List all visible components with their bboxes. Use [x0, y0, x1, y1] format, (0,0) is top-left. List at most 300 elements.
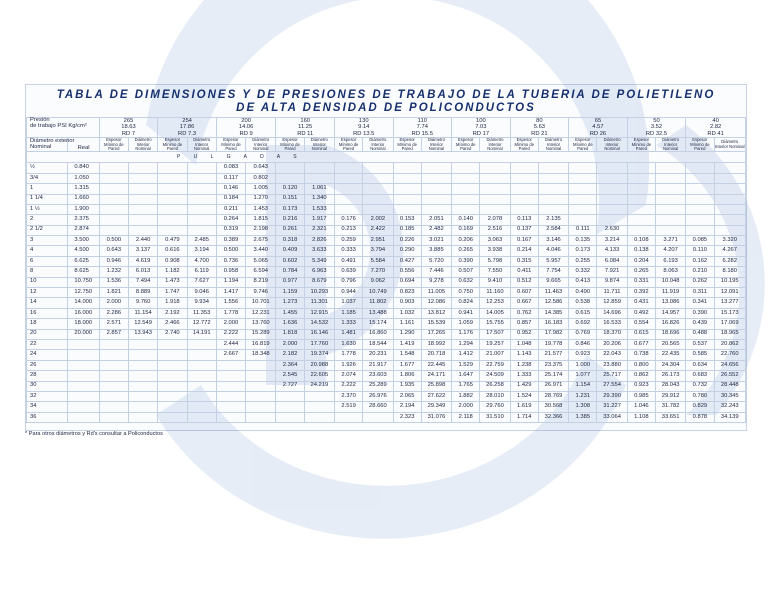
dimension-cell: 1.000 [569, 360, 597, 370]
dimension-cell: 0.602 [276, 256, 304, 266]
dimension-cell: 2.194 [393, 402, 421, 412]
dimension-cell: 0.683 [686, 371, 714, 381]
pressure-group-header [99, 118, 158, 138]
dimension-cell [128, 225, 157, 235]
dimension-cell: 2.364 [276, 360, 304, 370]
dimension-cell: 2.078 [480, 215, 510, 225]
espesor-subheader: Espesor Mínimo de Pared [569, 138, 597, 152]
dimension-cell: 0.903 [393, 298, 421, 308]
group-kgcm2: 7.03 [475, 124, 487, 131]
dimension-cell: 2.482 [421, 225, 451, 235]
dimension-cell [276, 412, 304, 422]
dimension-cell [538, 163, 568, 173]
dimension-cell: 10.749 [363, 288, 393, 298]
group-kgcm2: 17.86 [179, 124, 195, 131]
real-diameter-cell [68, 371, 99, 381]
dimension-cell [480, 184, 510, 194]
dimension-cell: 12.549 [128, 319, 157, 329]
dimension-cell: 8.180 [714, 267, 745, 277]
dimension-cell: 1.818 [276, 329, 304, 339]
dimension-cell [452, 184, 480, 194]
dimension-cell: 21.577 [538, 350, 568, 360]
dimension-cell [538, 194, 568, 204]
dimension-cell: 0.829 [686, 402, 714, 412]
dimension-cell: 1.037 [334, 298, 362, 308]
dimension-cell: 0.331 [627, 277, 655, 287]
dimension-cell: 2.000 [452, 402, 480, 412]
dimension-cell [363, 204, 393, 214]
dimension-cell: 1.882 [452, 391, 480, 401]
dimension-cell: 3.885 [421, 246, 451, 256]
dimension-cell [276, 163, 304, 173]
dimension-cell: 2.002 [363, 215, 393, 225]
dimension-cell [421, 194, 451, 204]
dimension-table-sheet [25, 84, 747, 431]
dimension-cell [363, 163, 393, 173]
dimension-cell: 0.226 [393, 236, 421, 246]
dimension-cell [128, 412, 157, 422]
dimension-cell [421, 173, 451, 183]
dimension-cell: 27.554 [597, 381, 627, 391]
diametro-interior-subheader: Diámetro Interior Nominal [363, 138, 393, 152]
dimension-cell [334, 163, 362, 173]
dimension-cell [569, 184, 597, 194]
dimension-cell: 0.333 [334, 246, 362, 256]
dimension-cell [597, 163, 627, 173]
dimension-cell: 2.286 [99, 308, 128, 318]
dimension-cell [655, 225, 685, 235]
dimension-cell: 33.064 [597, 412, 627, 422]
group-kgcm2: 18.63 [121, 124, 136, 131]
header-sub-row [27, 138, 746, 152]
dimension-cell [480, 163, 510, 173]
dimension-cell: 2.667 [216, 350, 245, 360]
dimension-cell: 18.992 [421, 339, 451, 349]
dimension-cell [246, 402, 276, 412]
dimension-cell: 2.118 [452, 412, 480, 422]
group-rd: RD 21 [531, 130, 548, 137]
dimension-cell [655, 215, 685, 225]
dimension-cell: 12.859 [597, 298, 627, 308]
table-row [27, 173, 746, 183]
group-psi: 50 [653, 118, 660, 124]
dimension-cell [128, 173, 157, 183]
dimension-cell: 1.143 [510, 350, 538, 360]
dimension-cell [714, 173, 745, 183]
nominal-size-cell: 14 [27, 298, 68, 308]
dimension-cell: 26.258 [480, 381, 510, 391]
dimension-cell: 9.934 [187, 298, 216, 308]
diametro-nominal-cell [27, 137, 75, 152]
dimension-cell: 0.153 [393, 215, 421, 225]
dimension-cell: 0.265 [452, 246, 480, 256]
dimension-cell [452, 204, 480, 214]
real-diameter-cell [68, 402, 99, 412]
real-label: Real [77, 144, 90, 151]
dimension-cell: 0.500 [216, 246, 245, 256]
dimension-cell: 0.137 [510, 225, 538, 235]
dimension-cell: 0.211 [216, 204, 245, 214]
dimension-cell [686, 173, 714, 183]
dimension-cell: 16.819 [246, 339, 276, 349]
pressure-group-header [686, 118, 746, 138]
dimension-cell [216, 402, 245, 412]
dimension-cell: 20.206 [597, 339, 627, 349]
dimension-cell: 28.043 [655, 381, 685, 391]
dimension-cell [187, 391, 216, 401]
dimension-cell: 10.195 [714, 277, 745, 287]
dimension-cell [246, 391, 276, 401]
dimension-cell [128, 360, 157, 370]
nominal-size-cell: 18 [27, 319, 68, 329]
pressure-group-header [569, 118, 628, 138]
dimension-cell: 17.069 [714, 319, 745, 329]
dimension-cell [304, 412, 334, 422]
dimension-cell: 3.021 [421, 236, 451, 246]
dimension-cell: 0.615 [627, 329, 655, 339]
dimension-cell [714, 204, 745, 214]
dimension-cell: 0.857 [510, 319, 538, 329]
dimension-cell: 1.765 [452, 381, 480, 391]
dimension-cell: 0.492 [627, 308, 655, 318]
diametro-interior-subheader: Diámetro Interior Nominal [128, 138, 157, 152]
dimension-cell [158, 215, 187, 225]
dimension-cell: 10.701 [246, 298, 276, 308]
dimension-cell: 29.390 [597, 391, 627, 401]
dimension-cell: 7.550 [480, 267, 510, 277]
dimension-cell [246, 371, 276, 381]
dimension-cell: 24.509 [480, 371, 510, 381]
diametro-exterior-label: Diámetro exterior [30, 137, 75, 144]
group-kgcm2: 2.82 [709, 124, 722, 131]
dimension-cell: 0.615 [569, 308, 597, 318]
dimension-cell: 2.135 [538, 215, 568, 225]
dimension-cell: 1.385 [569, 412, 597, 422]
dimension-cell: 2.065 [393, 391, 421, 401]
dimension-cell: 0.110 [686, 246, 714, 256]
dimension-cell [187, 194, 216, 204]
dimension-cell: 18.544 [363, 339, 393, 349]
diametro-interior-subheader: Diámetro Interior Nominal [480, 138, 510, 152]
nominal-size-cell: 2 1/2 [27, 225, 68, 235]
dimension-cell: 3.633 [304, 246, 334, 256]
dimension-cell: 9.760 [128, 298, 157, 308]
dimension-cell [597, 194, 627, 204]
table-row [27, 256, 746, 266]
dimension-cell [538, 204, 568, 214]
dimension-cell [128, 402, 157, 412]
nominal-size-cell: 4 [27, 246, 68, 256]
dimension-cell: 16.146 [304, 329, 334, 339]
dimension-cell: 28.660 [363, 402, 393, 412]
dimension-cell [655, 184, 685, 194]
dimension-cell: 0.261 [276, 225, 304, 235]
dimension-cell: 0.616 [158, 246, 187, 256]
dimension-cell: 13.086 [655, 298, 685, 308]
dimension-cell: 17.760 [304, 339, 334, 349]
dimension-cell: 0.491 [334, 256, 362, 266]
pressure-group-header [393, 118, 452, 138]
dimension-cell: 7.754 [538, 267, 568, 277]
group-rd: RD 9 [239, 130, 253, 137]
real-diameter-cell: 1.315 [68, 184, 99, 194]
dimension-cell: 1.232 [99, 267, 128, 277]
dimension-cell: 1.176 [452, 329, 480, 339]
dimension-cell: 15.174 [363, 319, 393, 329]
dimension-cell: 1.630 [334, 339, 362, 349]
dimension-cell: 1.412 [452, 350, 480, 360]
espesor-subheader: Espesor Mínimo de Pared [216, 138, 245, 152]
dimension-cell: 0.538 [569, 298, 597, 308]
dimension-cell [452, 163, 480, 173]
table-row [27, 329, 746, 339]
dimension-cell: 18.370 [597, 329, 627, 339]
group-psi: 130 [358, 118, 369, 124]
dimension-cell: 15.755 [480, 319, 510, 329]
dimension-cell: 1.481 [334, 329, 362, 339]
dimension-cell: 0.264 [216, 215, 245, 225]
group-psi: 110 [417, 118, 427, 124]
dimension-cell: 0.643 [99, 246, 128, 256]
dimension-cell: 14.191 [187, 329, 216, 339]
nominal-label: Nominal [30, 143, 52, 150]
dimension-cell [99, 350, 128, 360]
dimension-cell: 32.243 [714, 402, 745, 412]
dimension-cell: 9.874 [597, 277, 627, 287]
dimension-cell: 0.315 [510, 256, 538, 266]
dimension-cell: 5.957 [538, 256, 568, 266]
nominal-size-cell: 20 [27, 329, 68, 339]
dimension-cell [246, 381, 276, 391]
dimension-cell: 20.988 [304, 360, 334, 370]
dimension-cell: 0.185 [393, 225, 421, 235]
dimension-cell: 2.222 [216, 329, 245, 339]
dimension-cell: 2.675 [246, 236, 276, 246]
pressure-label-cell [27, 118, 100, 138]
real-diameter-cell [68, 381, 99, 391]
dimension-cell [128, 204, 157, 214]
dimension-cell: 3.194 [187, 246, 216, 256]
dimension-cell [128, 339, 157, 349]
dimension-cell: 1.194 [216, 277, 245, 287]
dimension-cell: 7.446 [421, 267, 451, 277]
dimension-cell: 0.780 [686, 391, 714, 401]
dimension-cell: 0.173 [569, 246, 597, 256]
dimension-cell: 0.488 [686, 329, 714, 339]
dimension-cell [363, 194, 393, 204]
dimension-cell: 24.171 [421, 371, 451, 381]
dimension-cell [158, 371, 187, 381]
table-row [27, 277, 746, 287]
group-psi: 160 [300, 118, 311, 124]
dimension-cell: 13.943 [128, 329, 157, 339]
nominal-size-cell: 8 [27, 267, 68, 277]
dimension-cell: 0.167 [510, 236, 538, 246]
dimension-cell: 5.720 [421, 256, 451, 266]
dimension-cell [421, 204, 451, 214]
dimension-cell: 23.375 [538, 360, 568, 370]
dimension-cell [128, 350, 157, 360]
table-row [27, 412, 746, 422]
nominal-size-cell: 6 [27, 256, 68, 266]
dimension-cell: 13.812 [421, 308, 451, 318]
dimension-cell [393, 184, 421, 194]
dimension-cell: 16.533 [597, 319, 627, 329]
dimension-cell: 9.665 [538, 277, 568, 287]
dimension-cell: 23.880 [597, 360, 627, 370]
dimension-cell: 1.926 [334, 360, 362, 370]
dimension-cell [627, 163, 655, 173]
dimension-cell: 1.108 [627, 412, 655, 422]
table-row [27, 371, 746, 381]
dimension-cell: 11.353 [187, 308, 216, 318]
dimension-cell [99, 204, 128, 214]
dimension-cell: 8.679 [304, 277, 334, 287]
dimension-cell [99, 391, 128, 401]
dimension-cell [510, 184, 538, 194]
dimension-cell: 4.267 [714, 246, 745, 256]
dimension-cell: 21.007 [480, 350, 510, 360]
dimension-cell [655, 163, 685, 173]
dimension-cell: 1.417 [216, 288, 245, 298]
dimension-cell: 3.794 [363, 246, 393, 256]
dimension-cell: 11.301 [304, 298, 334, 308]
dimension-cell: 0.341 [686, 298, 714, 308]
dimension-cell: 8.063 [655, 267, 685, 277]
dimension-cell: 0.738 [627, 350, 655, 360]
dimension-cell: 1.714 [510, 412, 538, 422]
dimension-cell: 1.290 [393, 329, 421, 339]
dimension-cell: 31.510 [480, 412, 510, 422]
dimension-cell: 25.289 [363, 381, 393, 391]
dimension-cell: 4.133 [597, 246, 627, 256]
pressure-group-header [627, 118, 686, 138]
dimension-cell [452, 173, 480, 183]
dimension-cell: 18.965 [714, 329, 745, 339]
dimension-cell: 12.231 [246, 308, 276, 318]
dimension-cell: 0.439 [686, 319, 714, 329]
dimension-cell: 4.046 [538, 246, 568, 256]
table-row [27, 381, 746, 391]
dimension-cell: 11.463 [538, 288, 568, 298]
dimension-cell: 0.319 [216, 225, 245, 235]
dimension-cell [158, 391, 187, 401]
dimension-cell: 0.265 [627, 267, 655, 277]
pressure-group-header [276, 118, 335, 138]
dimension-cell: 6.013 [128, 267, 157, 277]
dimension-cell: 6.963 [304, 267, 334, 277]
kgcm2-unit-label: Kg/cm² [68, 122, 87, 129]
dimension-cell: 26.173 [655, 371, 685, 381]
dimension-cell: 2.000 [216, 319, 245, 329]
group-rd: RD 17 [472, 130, 490, 137]
dimension-cell [187, 173, 216, 183]
group-kgcm2: 11.25 [298, 124, 313, 131]
dimension-cell: 4.207 [655, 246, 685, 256]
diametro-interior-subheader: Diámetro Interior Nominal [421, 138, 451, 152]
dimension-cell: 14.385 [538, 308, 568, 318]
dimension-cell: 0.140 [452, 215, 480, 225]
dimension-cell: 0.507 [452, 267, 480, 277]
dimension-cell [597, 215, 627, 225]
dimension-cell [714, 215, 745, 225]
dimension-cell: 10.048 [655, 277, 685, 287]
dimension-cell: 33.651 [655, 412, 685, 422]
dimension-cell [187, 225, 216, 235]
dimension-cell: 5.798 [480, 256, 510, 266]
dimension-cell: 0.694 [393, 277, 421, 287]
dimension-cell [158, 204, 187, 214]
real-diameter-cell: 4.500 [68, 246, 99, 256]
dimension-cell: 0.639 [334, 267, 362, 277]
dimension-cell: 4.619 [128, 256, 157, 266]
dimension-cell [655, 204, 685, 214]
dimension-cell: 2.440 [128, 236, 157, 246]
dimension-cell: 9.062 [363, 277, 393, 287]
dimension-cell: 0.311 [686, 288, 714, 298]
real-diameter-cell: 1.660 [68, 194, 99, 204]
dimension-cell: 1.048 [510, 339, 538, 349]
table-row [27, 215, 746, 225]
dimension-cell: 0.332 [569, 267, 597, 277]
dimension-cell: 1.619 [510, 402, 538, 412]
dimension-cell: 0.824 [452, 298, 480, 308]
dimension-cell [686, 184, 714, 194]
dimension-cell: 2.182 [276, 350, 304, 360]
dimension-cell: 32.366 [538, 412, 568, 422]
de-trabajo-units [30, 124, 99, 130]
dimension-cell: 29.760 [480, 402, 510, 412]
dimension-cell: 1.815 [246, 215, 276, 225]
dimension-cell: 20.231 [363, 350, 393, 360]
dimension-cell: 24.304 [655, 360, 685, 370]
dimension-cell: 0.750 [452, 288, 480, 298]
dimension-cell: 0.643 [246, 163, 276, 173]
dimension-cell: 0.632 [452, 277, 480, 287]
dimension-cell: 0.677 [627, 339, 655, 349]
dimension-cell: 31.076 [421, 412, 451, 422]
dimension-cell [569, 215, 597, 225]
dimension-cell: 0.941 [452, 308, 480, 318]
pulgadas-label: P U L G A D A S [27, 152, 746, 163]
dimension-cell: 9.046 [187, 288, 216, 298]
dimension-cell: 11.005 [421, 288, 451, 298]
dimension-cell: 2.519 [334, 402, 362, 412]
real-diameter-cell: 20.000 [68, 329, 99, 339]
dimension-cell: 0.692 [569, 319, 597, 329]
dimension-cell [334, 173, 362, 183]
dimension-cell: 2.000 [276, 339, 304, 349]
dimension-cell: 15.539 [421, 319, 451, 329]
dimension-cell [686, 163, 714, 173]
dimension-cell [480, 204, 510, 214]
dimension-cell: 1.778 [216, 308, 245, 318]
dimension-cell [128, 381, 157, 391]
psi-unit-label: PSI [57, 122, 67, 129]
dimension-cell: 0.427 [393, 256, 421, 266]
dimension-cell: 0.392 [627, 288, 655, 298]
nominal-size-cell: 1 ½ [27, 204, 68, 214]
dimension-cell: 22.759 [480, 360, 510, 370]
dimension-cell: 2.516 [480, 225, 510, 235]
dimension-cell: 1.636 [276, 319, 304, 329]
espesor-subheader: Espesor Mínimo de Pared [627, 138, 655, 152]
dimension-cell [216, 371, 245, 381]
nominal-size-cell: 30 [27, 381, 68, 391]
dimension-cell [187, 402, 216, 412]
dimension-cell [363, 412, 393, 422]
dimension-cell: 25.898 [421, 381, 451, 391]
